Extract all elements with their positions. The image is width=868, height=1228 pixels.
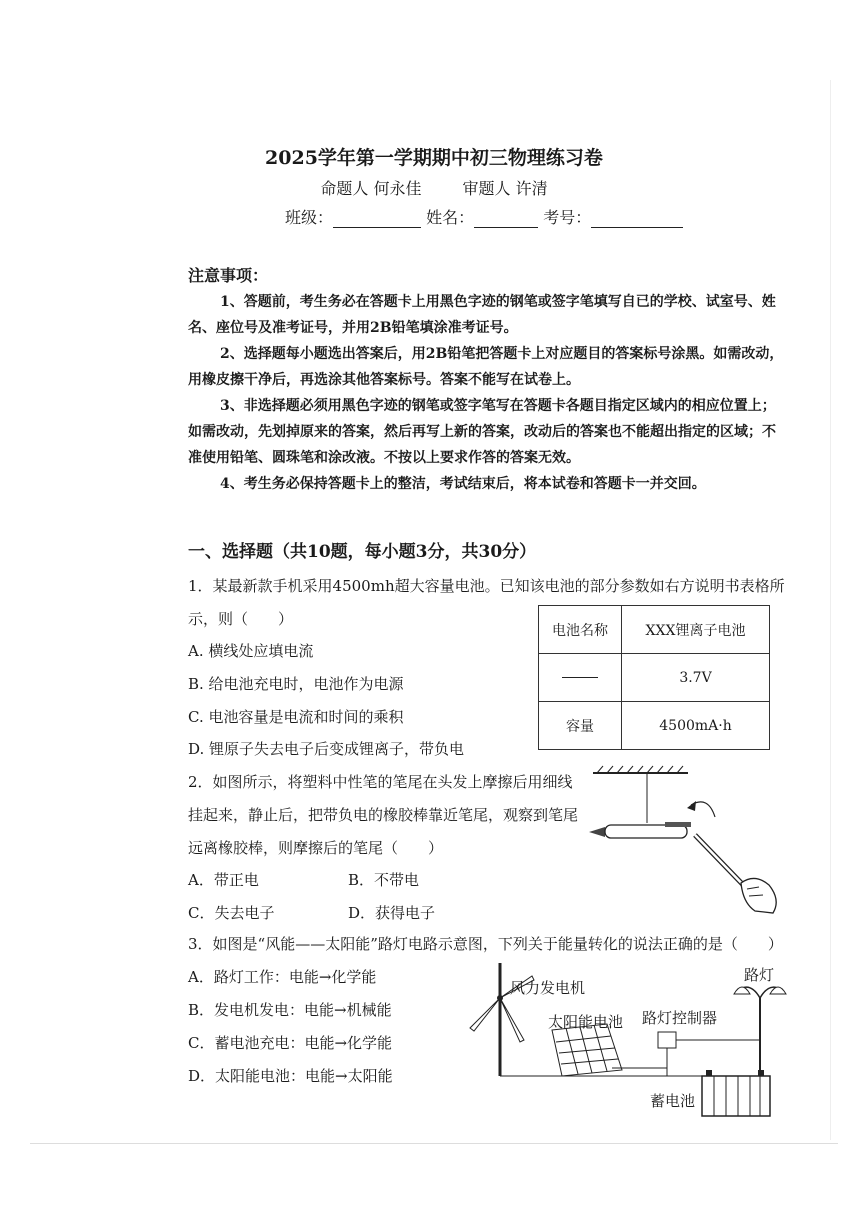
label-battery: 蓄电池	[650, 1092, 696, 1110]
page-bottom-line	[30, 1143, 838, 1144]
class-blank[interactable]	[333, 213, 421, 228]
q3-option-c: C．蓄电池充电：电能→化学能	[188, 1034, 393, 1052]
q3-stem: 3．如图是“风能——太阳能”路灯电路示意图，下列关于能量转化的说法正确的是（ ）	[188, 935, 783, 953]
class-label: 班级：	[285, 208, 334, 227]
table-cell: 电池名称	[539, 606, 622, 654]
q2-option-d: D．获得电子	[348, 904, 436, 922]
table-row	[539, 606, 770, 654]
notice-item: 2、选择题每小题选出答案后，用2B铅笔把答题卡上对应题目的答案标号涂黑。如需改动，用橡皮擦干净后，再选涂其他答案标号。答案不能写在试卷上。	[188, 346, 784, 388]
q2-option-c: C．失去电子	[188, 904, 275, 922]
table-row	[539, 654, 770, 702]
notice-title: 注意事项：	[188, 266, 269, 285]
section-title: 一、选择题（共10题，每小题3分，共30分）	[188, 542, 537, 562]
table-row	[539, 702, 770, 750]
q2-option-a: A．带正电	[188, 871, 259, 889]
table-cell: XXX锂离子电池	[622, 606, 770, 654]
table-cell: 4500mA·h	[622, 702, 770, 750]
notice-item: 4、考生务必保持答题卡上的整洁，考试结束后，将本试卷和答题卡一并交回。	[220, 476, 706, 492]
table-cell: 容量	[539, 702, 622, 750]
q1-option-c: C. 电池容量是电流和时间的乘积	[188, 708, 404, 726]
q1-stem-line1: 1．某最新款手机采用4500mh超大容量电池。已知该电池的部分参数如右方说明书表格所	[188, 577, 785, 595]
notice-list	[188, 289, 788, 497]
setter: 命题人 何永佳	[320, 179, 422, 198]
label-solar-cell: 太阳能电池	[548, 1013, 624, 1031]
authors	[0, 176, 868, 199]
table-cell: 3.7V	[622, 654, 770, 702]
exam-title: 2025学年第一学期期中初三物理练习卷	[265, 147, 603, 169]
label-street-lamp: 路灯	[744, 966, 775, 984]
q1-option-a: A. 横线处应填电流	[188, 642, 314, 660]
q3-option-b: B．发电机发电：电能→机械能	[188, 1001, 392, 1019]
q1-option-d: D. 锂原子失去电子后变成锂离子，带负电	[188, 740, 465, 758]
name-blank[interactable]	[474, 213, 538, 228]
q3-option-a: A．路灯工作：电能→化学能	[188, 968, 377, 986]
label-controller: 路灯控制器	[642, 1009, 718, 1027]
notice-item: 1、答题前，考生务必在答题卡上用黑色字迹的钢笔或签字笔填写自已的学校、试室号、姓名、座位号及准考证号，并用2B铅笔填涂准考证号。	[188, 294, 776, 336]
page-edge-line	[830, 80, 831, 1140]
q2-stem-line2: 挂起来，静止后，把带负电的橡胶棒靠近笔尾，观察到笔尾	[188, 806, 579, 824]
q2-stem-line3: 远离橡胶棒，则摩擦后的笔尾（ ）	[188, 839, 444, 857]
name-label: 姓名：	[426, 208, 475, 227]
q3-option-d: D．太阳能电池：电能→太阳能	[188, 1067, 393, 1085]
number-blank[interactable]	[591, 213, 683, 228]
q2-option-b: B．不带电	[348, 871, 420, 889]
q1-stem-line2: 示，则（ ）	[188, 610, 294, 628]
student-fields	[285, 205, 683, 228]
label-wind-generator: 风力发电机	[510, 979, 586, 997]
blank-cell	[539, 654, 622, 702]
reviewer: 审题人 许清	[462, 179, 548, 198]
battery-spec-table	[538, 605, 770, 750]
q1-option-b: B. 给电池充电时，电池作为电源	[188, 675, 404, 693]
notice-item: 3、非选择题必须用黑色字迹的钢笔或签字笔写在答题卡各题目指定区域内的相应位置上；如需改动，先划掉原来的答案，然后再写上新的答案，改动后的答案也不能超出指定的区域；不准使用铅笔、圆珠笔和涂改液。不按以上要求作答的答案无效。	[188, 398, 776, 466]
q2-stem-line1: 2．如图所示，将塑料中性笔的笔尾在头发上摩擦后用细线	[188, 773, 573, 791]
number-label: 考号：	[543, 208, 592, 227]
pen-rod-figure	[583, 765, 783, 920]
